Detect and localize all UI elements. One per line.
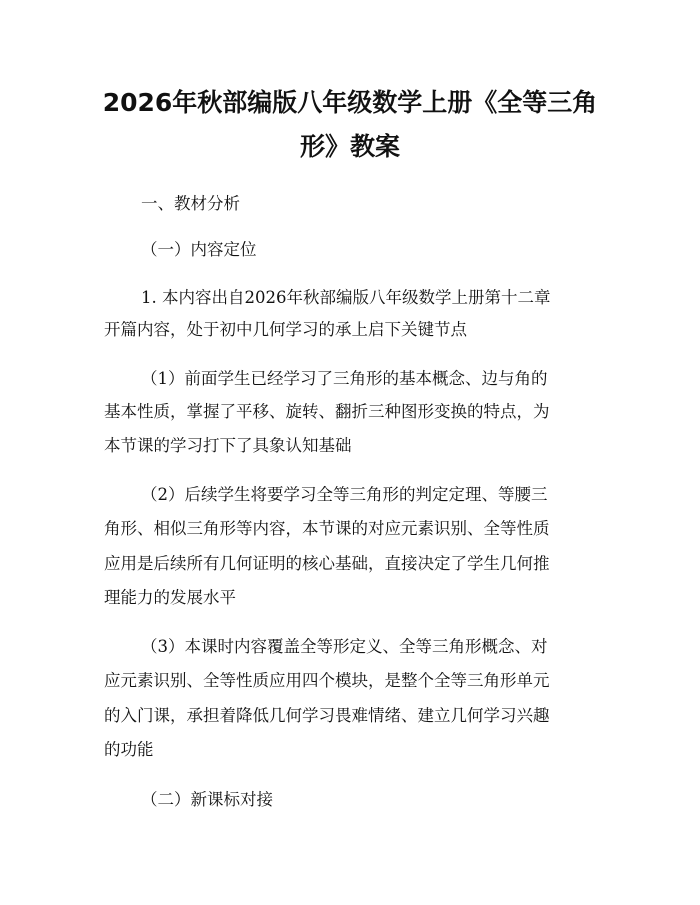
paragraph-1-line-1: 1. 本内容出自2026年秋部编版八年级数学上册第十二章 (141, 288, 551, 307)
paragraph-4-line-2: 应元素识别、全等性质应用四个模块，是整个全等三角形单元 (104, 671, 550, 690)
document-title-line-1: 2026年秋部编版八年级数学上册《全等三角 (102, 88, 598, 117)
document-title-line-2: 形》教案 (299, 132, 400, 161)
paragraph-3-line-1: （2）后续学生将要学习全等三角形的判定定理、等腰三 (141, 485, 548, 504)
section-heading-teaching-material-analysis: 一、教材分析 (141, 194, 240, 213)
paragraph-2-line-3: 本节课的学习打下了具象认知基础 (104, 436, 352, 455)
paragraph-3-line-3: 应用是后续所有几何证明的核心基础，直接决定了学生几何推 (104, 554, 550, 573)
paragraph-4-line-1: （3）本课时内容覆盖全等形定义、全等三角形概念、对 (141, 637, 548, 656)
paragraph-3-line-4: 理能力的发展水平 (104, 588, 236, 607)
paragraph-1-line-2: 开篇内容，处于初中几何学习的承上启下关键节点 (104, 320, 467, 339)
subsection-heading-content-positioning: （一）内容定位 (141, 240, 257, 259)
paragraph-3-line-2: 角形、相似三角形等内容，本节课的对应元素识别、全等性质 (104, 519, 550, 538)
paragraph-2-line-1: （1）前面学生已经学习了三角形的基本概念、边与角的 (141, 369, 548, 388)
paragraph-2-line-2: 基本性质，掌握了平移、旋转、翻折三种图形变换的特点，为 (104, 402, 550, 421)
subsection-heading-new-curriculum-alignment: （二）新课标对接 (141, 790, 273, 809)
paragraph-4-line-3: 的入门课，承担着降低几何学习畏难情绪、建立几何学习兴趣 (104, 706, 550, 725)
paragraph-4-line-4: 的功能 (104, 740, 154, 759)
